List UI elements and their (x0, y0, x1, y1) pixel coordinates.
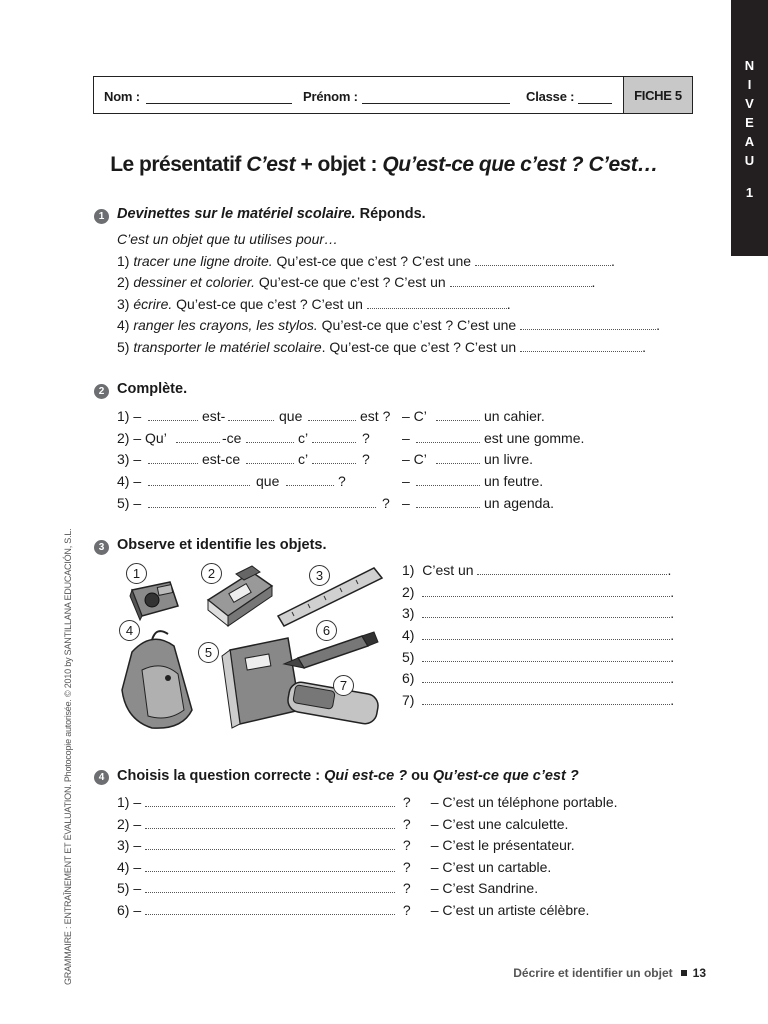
exercise-item (402, 627, 674, 643)
exercise-item (402, 670, 674, 686)
image-label: 6 (316, 620, 337, 641)
answer-blank[interactable] (475, 253, 611, 266)
answer-blank[interactable] (145, 859, 395, 872)
row-text: -ce (222, 430, 242, 446)
row-label: 4) – (117, 859, 142, 875)
school-objects-illustration (112, 560, 392, 740)
row-label: 1) – (117, 408, 142, 424)
question-row (117, 816, 568, 832)
answer-text: – C’est le présentateur. (430, 837, 575, 853)
nom-label: Nom : (104, 89, 140, 104)
row-text: un livre. (484, 451, 534, 467)
exercise-item (402, 605, 674, 621)
row-text: ? (382, 495, 390, 511)
answer-blank[interactable] (450, 274, 592, 287)
answer-blank[interactable] (416, 495, 480, 508)
answer-blank[interactable] (436, 408, 480, 421)
niveau-letter: I (747, 77, 752, 92)
sharpener-image (130, 582, 178, 620)
answer-blank[interactable] (477, 562, 667, 575)
answer-blank[interactable] (145, 902, 395, 915)
answer-blank[interactable] (422, 627, 670, 640)
niveau-tab (731, 0, 768, 256)
row-text: c’ (298, 451, 309, 467)
row-text: ? (338, 473, 346, 489)
image-label: 7 (333, 675, 354, 696)
question-mark: ? (402, 880, 411, 896)
item-number: 6) (402, 670, 415, 686)
item-end: . (667, 562, 672, 578)
exercise-number: 3 (94, 540, 109, 555)
row-text: – (402, 473, 410, 489)
answer-blank[interactable] (176, 430, 220, 443)
item-end: . (670, 627, 675, 643)
answer-blank[interactable] (520, 317, 656, 330)
heading-text: Qui est-ce ? (324, 768, 408, 784)
footer-text: Décrire et identifier un objet (513, 966, 673, 980)
niveau-letter: N (744, 58, 755, 73)
answer-blank[interactable] (145, 837, 395, 850)
row-text: – (402, 430, 410, 446)
question-mark: ? (402, 902, 411, 918)
item-end: . (670, 649, 675, 665)
item-text: . Qu’est-ce que c’est ? C’est un (321, 339, 517, 355)
row-label: 1) – (117, 794, 142, 810)
item-number: 1) (117, 253, 130, 269)
answer-text: – C’est une calculette. (430, 816, 569, 832)
niveau-letter: E (745, 115, 754, 130)
fiche-label: FICHE 5 (623, 77, 692, 113)
exercise-heading (117, 206, 426, 222)
item-number: 5) (117, 339, 130, 355)
prenom-field[interactable] (362, 103, 510, 104)
title-text: C’est (246, 153, 296, 176)
notebook-image (222, 638, 300, 728)
item-end: . (670, 692, 675, 708)
image-label: 1 (126, 563, 147, 584)
image-label: 3 (309, 565, 330, 586)
item-number: 2) (117, 274, 130, 290)
row-text: un agenda. (484, 495, 555, 511)
exercise-number: 1 (94, 209, 109, 224)
answer-text: – C’est Sandrine. (430, 880, 539, 896)
answer-blank[interactable] (228, 408, 274, 421)
exercise-heading: Complète. (117, 381, 188, 397)
row-text: ? (362, 451, 370, 467)
question-mark: ? (402, 794, 411, 810)
title-text: Le présentatif (110, 153, 247, 176)
heading-text: Choisis la question correcte : (117, 768, 325, 784)
answer-blank[interactable] (436, 451, 480, 464)
row-label: 2) – (117, 816, 142, 832)
image-label: 5 (198, 642, 219, 663)
niveau-letter: A (744, 134, 755, 149)
item-end: . (670, 605, 675, 621)
row-text: – C’ (402, 408, 427, 424)
exercise-item (402, 584, 674, 600)
exercise-number: 4 (94, 770, 109, 785)
row-text: est une gomme. (484, 430, 585, 446)
row-text: – C’ (402, 451, 427, 467)
question-row (117, 902, 589, 918)
question-mark: ? (402, 859, 411, 875)
exercise-item (117, 296, 511, 312)
row-text: c’ (298, 430, 309, 446)
niveau-number: 1 (745, 185, 754, 200)
exercise-item (402, 692, 674, 708)
item-end: . (670, 584, 675, 600)
exercise-number: 2 (94, 384, 109, 399)
row-text: ? (362, 430, 370, 446)
question-row (117, 880, 538, 896)
answer-blank[interactable] (145, 816, 395, 829)
item-italic: transporter le matériel scolaire (133, 339, 322, 355)
item-end: . (610, 253, 615, 269)
heading-text: ou (407, 768, 433, 784)
exercise-heading (117, 768, 579, 784)
answer-blank[interactable] (312, 451, 356, 464)
item-number: 4) (402, 627, 415, 643)
image-label: 4 (119, 620, 140, 641)
answer-blank[interactable] (422, 649, 670, 662)
row-text: que (279, 408, 303, 424)
exercise-item (117, 317, 660, 333)
question-mark: ? (402, 837, 411, 853)
title-text: + objet : (295, 153, 383, 176)
classe-field[interactable] (578, 103, 612, 104)
item-text: Qu’est-ce que c’est ? C’est une (317, 317, 517, 333)
page-footer (513, 966, 706, 980)
answer-blank[interactable] (145, 880, 395, 893)
row-text: un cahier. (484, 408, 545, 424)
row-label: 2) – Qu’ (117, 430, 167, 446)
item-italic: dessiner et colorier. (133, 274, 255, 290)
ruler-image (278, 568, 382, 626)
item-text: Qu’est-ce que c’est ? C’est un (255, 274, 446, 290)
answer-blank[interactable] (422, 584, 670, 597)
item-number: 3) (402, 605, 415, 621)
exercise-item (402, 649, 674, 665)
image-label: 2 (201, 563, 222, 584)
item-number: 1) (402, 562, 415, 578)
answer-blank[interactable] (246, 430, 294, 443)
question-row (117, 794, 618, 810)
item-end: . (642, 339, 646, 355)
answer-blank[interactable] (422, 605, 670, 618)
item-text: Qu’est-ce que c’est ? C’est un (172, 296, 363, 312)
exercise-item (402, 562, 671, 578)
item-number: 4) (117, 317, 130, 333)
answer-blank[interactable] (416, 430, 480, 443)
student-info-box (93, 76, 693, 114)
item-end: . (591, 274, 596, 290)
bullet-icon (681, 970, 687, 976)
row-text: est ? (360, 408, 391, 424)
item-number: 7) (402, 692, 415, 708)
prenom-label: Prénom : (303, 89, 358, 104)
answer-blank[interactable] (148, 473, 250, 486)
row-text: – (402, 495, 410, 511)
answer-blank[interactable] (422, 692, 670, 705)
row-text: que (256, 473, 280, 489)
answer-blank[interactable] (246, 451, 294, 464)
item-italic: écrire. (133, 296, 173, 312)
row-text: est- (202, 408, 226, 424)
answer-blank[interactable] (148, 408, 198, 421)
item-italic: ranger les crayons, les stylos. (133, 317, 318, 333)
item-number: 5) (402, 649, 415, 665)
item-number: 3) (117, 296, 130, 312)
title-text: Qu’est-ce que c’est ? C’est… (382, 153, 658, 176)
heading-text: Devinettes sur le matériel scolaire. (117, 206, 356, 222)
classe-label: Classe : (526, 89, 575, 104)
row-label: 4) – (117, 473, 142, 489)
item-text: Qu’est-ce que c’est ? C’est une (272, 253, 472, 269)
heading-text: Qu’est-ce que c’est ? (432, 768, 579, 784)
row-text: un feutre. (484, 473, 544, 489)
answer-blank[interactable] (367, 296, 507, 309)
item-end: . (506, 296, 511, 312)
row-label: 5) – (117, 495, 142, 511)
niveau-letter: V (745, 96, 754, 111)
item-number: 2) (402, 584, 415, 600)
page-number: 13 (692, 966, 706, 980)
row-label: 3) – (117, 451, 142, 467)
question-mark: ? (402, 816, 411, 832)
answer-blank[interactable] (286, 473, 334, 486)
row-label: 5) – (117, 880, 142, 896)
exercise-heading: Observe et identifie les objets. (117, 537, 327, 553)
exercise-item (117, 274, 595, 290)
nom-field[interactable] (146, 103, 292, 104)
niveau-letter: U (744, 153, 755, 168)
row-label: 3) – (117, 837, 142, 853)
item-end: . (656, 317, 660, 333)
answer-text: – C’est un artiste célèbre. (430, 902, 590, 918)
exercise-item (117, 339, 646, 355)
question-row (117, 837, 575, 853)
exercise-intro: C’est un objet que tu utilises pour… (117, 231, 339, 247)
question-row (117, 859, 551, 875)
page-title (0, 153, 768, 177)
heading-text: Réponds. (355, 206, 426, 222)
answer-blank[interactable] (148, 495, 376, 508)
item-italic: tracer une ligne droite. (133, 253, 273, 269)
item-text: C’est un (422, 562, 474, 578)
copyright-note: GRAMMAIRE : ENTRAÎNEMENT ET ÉVALUATION. Photocopie autorisée. © 2010 by SANTILLANA EDUCACIÓN, S.L. (63, 528, 73, 985)
answer-blank[interactable] (422, 670, 670, 683)
answer-blank[interactable] (308, 408, 356, 421)
item-end: . (670, 670, 675, 686)
answer-blank[interactable] (416, 473, 480, 486)
answer-text: – C’est un téléphone portable. (430, 794, 618, 810)
row-label: 6) – (117, 902, 142, 918)
exercise-item (117, 253, 615, 269)
answer-blank[interactable] (148, 451, 198, 464)
backpack-image (122, 631, 192, 728)
answer-text: – C’est un cartable. (430, 859, 552, 875)
answer-blank[interactable] (312, 430, 356, 443)
answer-blank[interactable] (145, 794, 395, 807)
row-text: est-ce (202, 451, 241, 467)
answer-blank[interactable] (520, 339, 642, 352)
